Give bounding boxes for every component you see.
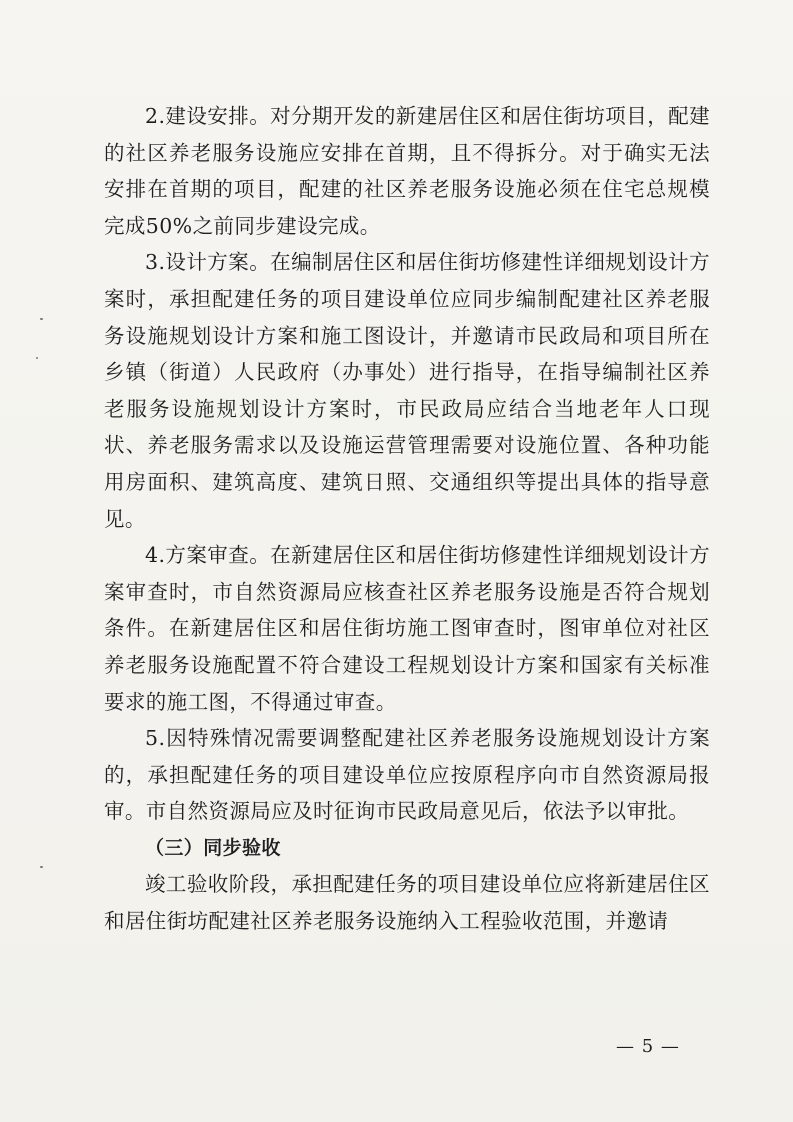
paragraph-design-plan: 3.设计方案。在编制居住区和居住街坊修建性详细规划设计方案时，承担配建任务的项目建设单位应同步编制配建社区养老服务设施规划设计方案和施工图设计，并邀请市民政局和项目所在乡镇（街道）人民政府（办事处）进行指导，在指导编制社区养老服务设施规划设计方案时，市民政局应结合当地老年人口现状、养老服务需求以及设施运营管理需要对设施位置、各种功能用房面积、建筑高度、建筑日照、交通组织等提出具体的指导意见。 [104,250,710,531]
paragraph-construction-arrangement: 2.建设安排。对分期开发的新建居住区和居住街坊项目，配建的社区养老服务设施应安排在首期，且不得拆分。对于确实无法安排在首期的项目，配建的社区养老服务设施必须在住宅总规模完成50%之前同步建设完成。 [104,104,710,238]
body-text [104,98,710,940]
page-number: — 5 — [616,1036,680,1057]
paragraph-completion-acceptance: 竣工验收阶段，承担配建任务的项目建设单位应将新建居住区和居住街坊配建社区养老服务设施纳入工程验收范围，并邀请 [104,872,710,934]
scan-speck [36,357,38,359]
paragraph-plan-review: 4.方案审查。在新建居住区和居住街坊修建性详细规划设计方案审查时，市自然资源局应核查社区养老服务设施是否符合规划条件。在新建居住区和居住街坊施工图审查时，图审单位对社区养老服务设施配置不符合建设工程规划设计方案和国家有关标准要求的施工图，不得通过审查。 [104,543,710,714]
scan-speck [40,318,43,320]
paragraph-plan-adjustment: 5.因特殊情况需要调整配建社区养老服务设施规划设计方案的，承担配建任务的项目建设单位应按原程序向市自然资源局报审。市自然资源局应及时征询市民政局意见后，依法予以审批。 [104,726,710,824]
section-heading-synchronous-acceptance: （三）同步验收 [145,836,281,859]
scan-speck [40,866,43,868]
